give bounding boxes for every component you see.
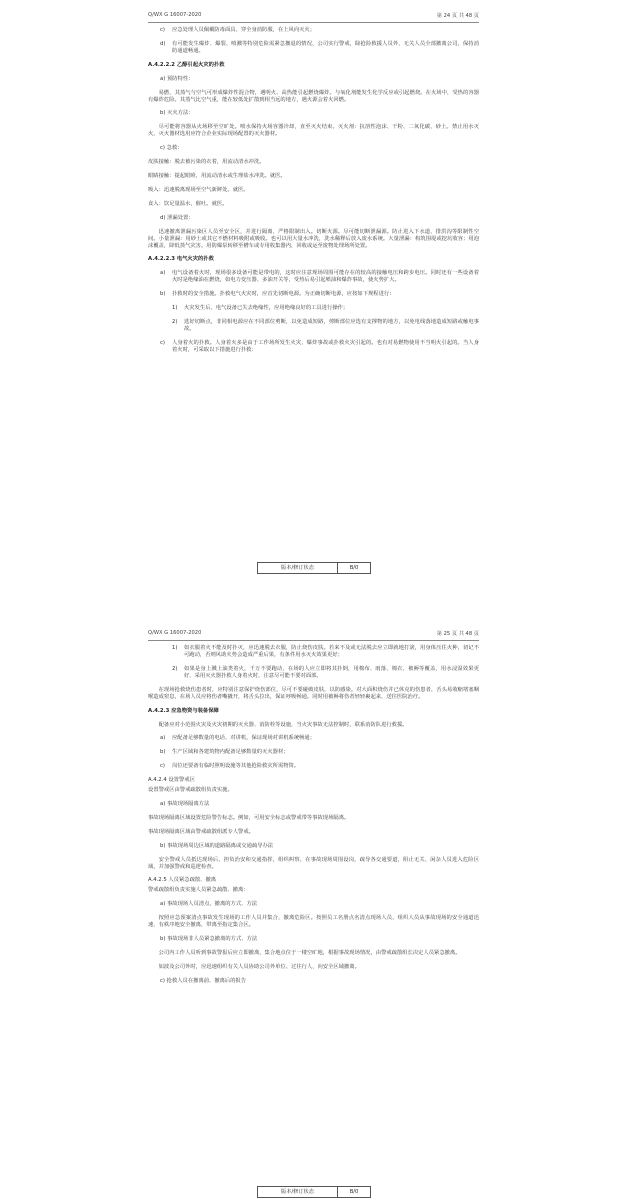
sub-heading: c) 急救： bbox=[160, 145, 183, 152]
sub-heading: a) 预防特性： bbox=[160, 75, 194, 82]
page-body bbox=[148, 645, 479, 992]
revision-label: 版本/修订状态 bbox=[258, 1187, 338, 1197]
sub-heading: b) 灭火方法： bbox=[160, 110, 194, 117]
section-heading: A.4.2.2.2 乙醇引起火灾的扑救 bbox=[148, 61, 225, 68]
paragraph: 迅速撤离泄漏污染区人员至安全区，并进行隔离，严格限制出入。切断火源。尽可能切断泄漏源。防止进入下水道、排洪沟等限制性空间。小量泄漏：用砂土或其它不燃材料吸附或吸收。也可以用大量水冲洗，洗水稀释后放入废水系统。大量泄漏：构筑围堤或挖坑收容；用泡沫覆盖，降低蒸气灾害。用防爆泵转移至槽车或专用收集器内，回收或运至废物处理场所处置。 bbox=[148, 228, 479, 249]
paragraph: 按照应急预案清点事故发生现场的工作人员并集合，撤离危险区。按照员工名册点名清点现场人员，组织人员从事故现场的安全通道迅速、有秩序地安全撤离，带离至指定集合区。 bbox=[148, 915, 479, 929]
paragraph: 公司内工作人员听到事故警报后应立即撤离，集合地点位于一楼空旷地，根据事故现场情况，由警戒疏散组长决定人员紧急撤离。 bbox=[158, 950, 461, 957]
doc-number: Q/WX G 16007-2020 bbox=[148, 12, 202, 18]
sub-heading: a) 事故现场人员清点，撤离的方式、方法 bbox=[160, 901, 258, 908]
revision-value: B/0 bbox=[349, 565, 359, 571]
paragraph: 吸入：迅速脱离现场至空气新鲜处。就医。 bbox=[148, 186, 249, 193]
list-item bbox=[148, 666, 479, 680]
revision-box bbox=[257, 562, 371, 574]
list-item-text: 人身着火的扑救。人身着火多是由于工作场所发生火灾、爆炸事故或扑救火灾引起的。也有对易燃物使用不当明火引起的。当人身着火时，可采取以下措施进行扑救： bbox=[172, 339, 479, 353]
paragraph: 食入：饮足量温水，催吐。就医。 bbox=[148, 200, 228, 207]
document-page-24 bbox=[0, 0, 621, 585]
list-item bbox=[148, 305, 479, 312]
list-item-text: 选好切断点，非同相电源应在不同部位剪断，以免造成短路，剪断部位应选有支撑物的地方，以免电线落地造成短路或触电事故。 bbox=[184, 319, 479, 333]
paragraph: 警戒疏散组负责实施人员紧急疏散、撤离： bbox=[148, 887, 249, 894]
list-item bbox=[148, 749, 479, 756]
page-number: 第 24 页 共 48 页 bbox=[436, 13, 479, 19]
sub-heading: b) 事故现场周边区域的道路隔离或交通疏导办法 bbox=[160, 842, 274, 849]
paragraph: 事故现场隔离区域设置危险警告标志。例如，可用安全标志或警戒带等事故现场隔离。 bbox=[148, 814, 350, 821]
revision-box bbox=[257, 1186, 371, 1198]
revision-label: 版本/修订状态 bbox=[258, 563, 338, 573]
paragraph: 配备应对小范围火灾及火灾初期的灭火器、消防栓等设施，当火灾事故无法控制时，联系消防队进行救援。 bbox=[158, 721, 408, 728]
document-page-25 bbox=[0, 618, 621, 1200]
list-item-text: 生产区域和各建筑物内配备足够数量的灭火器材； bbox=[172, 749, 289, 756]
list-item bbox=[148, 645, 479, 659]
list-item-text: 如衣服着火不能及时扑灭，应迅速脱去衣服，防止烧伤皮肤。若来不及或无法脱去应立即就地打滚，用身体压住火种，切记不可跑动，否则风助火势会造成严重后果，有条件用水灭火效果更好； bbox=[184, 645, 479, 658]
list-marker: b) bbox=[160, 749, 166, 756]
list-marker: 2) bbox=[172, 319, 178, 326]
list-item bbox=[148, 41, 479, 55]
paragraph: 眼睛接触：提起眼睑，用流动清水或生理盐水冲洗。就医。 bbox=[148, 173, 286, 180]
paragraph: 易燃，其蒸气与空气可形成爆炸性混合物，遇明火、高热能引起燃烧爆炸。与氧化剂能发生化学反应或引起燃烧。在火场中，受热的容器有爆炸危险。其蒸气比空气重，能在较低处扩散到相当远的地方，遇火源会着火回燃。 bbox=[148, 89, 479, 103]
list-item-text: 有可能发生爆炸、爆裂、喷溅等特别危险需紧急撤退的情况，公司实行警戒，除抢险救援人员外，无关人员全部撤离公司，保持消防通道畅通。 bbox=[172, 40, 479, 54]
list-marker: 1) bbox=[172, 645, 178, 651]
page-body bbox=[148, 27, 479, 361]
list-item-text: 电气设备着火时，现场很多设备可能是带电的，这时应注意现场周围可能存在的较高的接触电压和跨步电压。同时还有一些设备着火时是绝缘油在燃烧，如电力变压器、多油开关等，受热后易引起喷油和爆炸事故，使火势扩大。 bbox=[172, 270, 479, 284]
doc-number: Q/WX G 16007-2020 bbox=[148, 630, 202, 636]
list-item bbox=[148, 291, 479, 298]
paragraph: 尽可能将容器从火场移至空旷处。喷水保持火场容器冷却，直至灭火结束。灭火剂：抗溶性泡沫、干粉、二氧化碳、砂土。禁止用水灭火，灭火器材选用应符合企业实际现场配置的灭火器材。 bbox=[148, 124, 479, 138]
paragraph: 如波及公司外时，应迅速组织有关人员协助公司外单位、过往行人，向安全区域撤离。 bbox=[158, 963, 360, 970]
paragraph: 事故现场隔离区域由警戒疏散组派专人警戒。 bbox=[148, 828, 254, 835]
list-marker: c) bbox=[160, 27, 165, 33]
list-marker: c) bbox=[160, 339, 165, 346]
list-marker: d) bbox=[160, 40, 166, 47]
list-item bbox=[148, 763, 479, 770]
list-item bbox=[148, 735, 479, 742]
list-item-text: 扑救时的安全措施。扑救电气火灾时，应首先切断电源。为正确切断电源，应按如下规程进行： bbox=[172, 291, 395, 298]
page-number: 第 25 页 共 48 页 bbox=[436, 631, 479, 637]
list-marker: 2) bbox=[172, 665, 178, 672]
list-item-text: 如果是身上溅上油类着火，千万不要跑动，在场的人应立即将其扑倒，用棉布、雨落、棉衣、被褥等覆盖，用水浸湿效果更好，采用灭火器扑救人身着火时，注意尽可能不要对面部。 bbox=[184, 665, 479, 679]
list-marker: 1) bbox=[172, 305, 178, 312]
header-rule bbox=[148, 640, 479, 641]
list-item bbox=[148, 340, 479, 354]
list-marker: a) bbox=[160, 270, 166, 277]
header-rule bbox=[148, 22, 479, 23]
list-item-text: 应急处理人员佩戴防毒面具、穿全身消防服，在上风向灭火； bbox=[172, 27, 316, 33]
revision-value: B/0 bbox=[349, 1189, 359, 1195]
paragraph: 皮肤接触：脱去被污染的衣着，用流动清水冲洗。 bbox=[148, 159, 265, 166]
section-heading: A.4.2.5 人员紧急疏散、撤离 bbox=[148, 877, 217, 884]
sub-heading: b) 事故现场非人员紧急撤离的方式、方法 bbox=[160, 936, 258, 943]
list-item bbox=[148, 27, 479, 34]
list-item-text: 应配备足够数量的电话、对讲机，保证现场对讲机系统畅通； bbox=[172, 735, 316, 742]
sub-heading: c) 抢救人员在撤离前、撤离后的报告 bbox=[160, 977, 247, 984]
list-item bbox=[148, 319, 479, 333]
list-marker: b) bbox=[160, 291, 166, 298]
section-heading: A.4.2.2.3 电气火灾的扑救 bbox=[148, 256, 214, 263]
sub-heading: a) 事故现场隔离方法 bbox=[160, 801, 210, 808]
list-marker: c) bbox=[160, 763, 165, 770]
paragraph: 在现场抢救烧伤患者时，应特别注意保护烧伤部位，尽可不要碰破皮肤，以防感染。对大面积烧伤并已休克的伤患者，舌头易收缩堵塞咽喉造成窒息，在场人员应将伤者嘴撬开，将舌头拉出，保证呼吸畅通。同时用被褥将伤者轻轻裹起来，送往医院治疗。 bbox=[148, 686, 479, 700]
section-heading: A.4.2.3 应急物资与装备保障 bbox=[148, 707, 219, 714]
list-item bbox=[148, 270, 479, 284]
section-heading: A.4.2.4 设置警戒区 bbox=[148, 777, 195, 784]
paragraph: 安全警戒人员抵达现场后，担负治安和交通指挥，组织纠察，在事故现场周围设岗，疏导各交通要道，阻止无关、闲杂人员进入危险区域，并加强警戒和巡逻检查。 bbox=[148, 856, 479, 870]
list-item-text: 岗位还要备有临时照明设施等其他抢险救灾所需物资。 bbox=[172, 763, 300, 770]
paragraph: 设置警戒区由警戒疏散组负责实施。 bbox=[148, 787, 233, 794]
sub-heading: d) 泄漏处置： bbox=[160, 214, 194, 221]
list-item-text: 火灾发生后，电气设备已失去绝缘性，应用绝缘良好的工具进行操作； bbox=[184, 305, 349, 312]
list-marker: a) bbox=[160, 735, 166, 742]
